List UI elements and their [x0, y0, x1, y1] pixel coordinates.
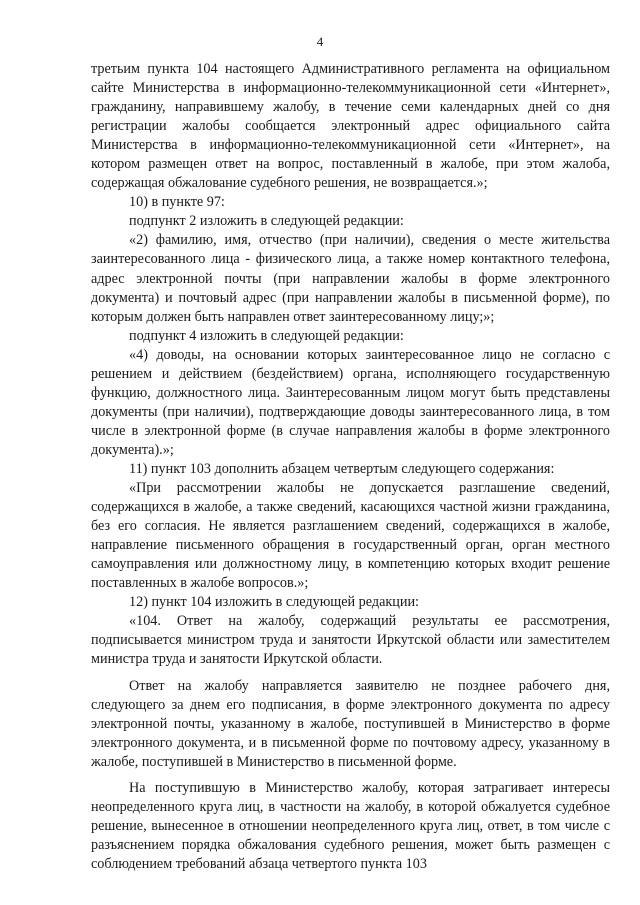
- paragraph-subitem-2-text: «2) фамилию, имя, отчество (при наличии), сведения о месте жительства заинтересованного лица - физического лица, а также номер контактного телефона, адрес электронной почты (при направлении жалобы в форме электронного документа) и почтовый адрес (при направлении жалобы в письменной форме), по которым должен быть направлен ответ заинтересованному лицу;»;: [91, 232, 610, 325]
- paragraph-item-12: 12) пункт 104 изложить в следующей редакции:: [129, 594, 419, 611]
- paragraph-item-10: 10) в пункте 97:: [129, 194, 225, 211]
- paragraph-subitem-4-text: «4) доводы, на основании которых заинтересованное лицо не согласно с решением и действием (бездействием) органа, исполняющего государственную функцию, должностного лица. Заинтересованным лицом могут быть представлены документы (при наличии), подтверждающие доводы заинтересованного лица, в том числе в электронной форме (в случае направления жалобы в форме электронного документа).»;: [91, 346, 610, 458]
- document-body: [91, 60, 610, 874]
- paragraph-continuation: третьим пункта 104 настоящего Административного регламента на официальном сайте Министерства в информационно-телекоммуникационной сети «Интернет», гражданину, направившему жалобу, в течение семи календарных дней со дня регистрации жалобы сообщается электронный адрес официального сайта Министерства в информационно-телекоммуникационной сети «Интернет», на котором размещен ответ на вопрос, поставленный в жалобе, при этом жалоба, содержащая обжалование судебного решения, не возвращается.»;: [91, 61, 610, 192]
- paragraph-indefinite-persons: На поступившую в Министерство жалобу, которая затрагивает интересы неопределенного круга лиц, в частности на жалобу, в которой обжалуется судебное решение, вынесенное в отношении неопределенного круга лиц, ответ, в том числе с разъяснением порядка обжалования судебного решения, может быть размещен с соблюдением требований абзаца четвертого пункта 103: [91, 779, 610, 872]
- paragraph-item-11-text: «При рассмотрении жалобы не допускается разглашение сведений, содержащихся в жалобе, а также сведений, касающихся частной жизни гражданина, без его согласия. Не является разглашением сведений, содержащихся в жалобе, направление письменного обращения в государственный орган, орган местного самоуправления или должностному лицу, в компетенцию которых входит решение поставленных в жалобе вопросов.»;: [91, 480, 610, 592]
- page-number: 4: [316, 34, 324, 49]
- paragraph-response-delivery: Ответ на жалобу направляется заявителю не позднее рабочего дня, следующего за днем его подписания, в форме электронного документа по адресу электронной почты, указанному в жалобе, поступившей в Министерство в форме электронного документа, и в письменной форме по почтовому адресу, указанному в жалобе, поступившей в Министерство в письменной форме.: [91, 677, 610, 770]
- paragraph-subitem-4-intro: подпункт 4 изложить в следующей редакции:: [129, 327, 404, 344]
- paragraph-item-104-text: «104. Ответ на жалобу, содержащий результаты ее рассмотрения, подписывается министром труда и занятости Иркутской области или заместителем министра труда и занятости Иркутской области.: [91, 613, 610, 668]
- paragraph-item-11: 11) пункт 103 дополнить абзацем четвертым следующего содержания:: [129, 460, 555, 477]
- paragraph-subitem-2-intro: подпункт 2 изложить в следующей редакции:: [129, 213, 404, 230]
